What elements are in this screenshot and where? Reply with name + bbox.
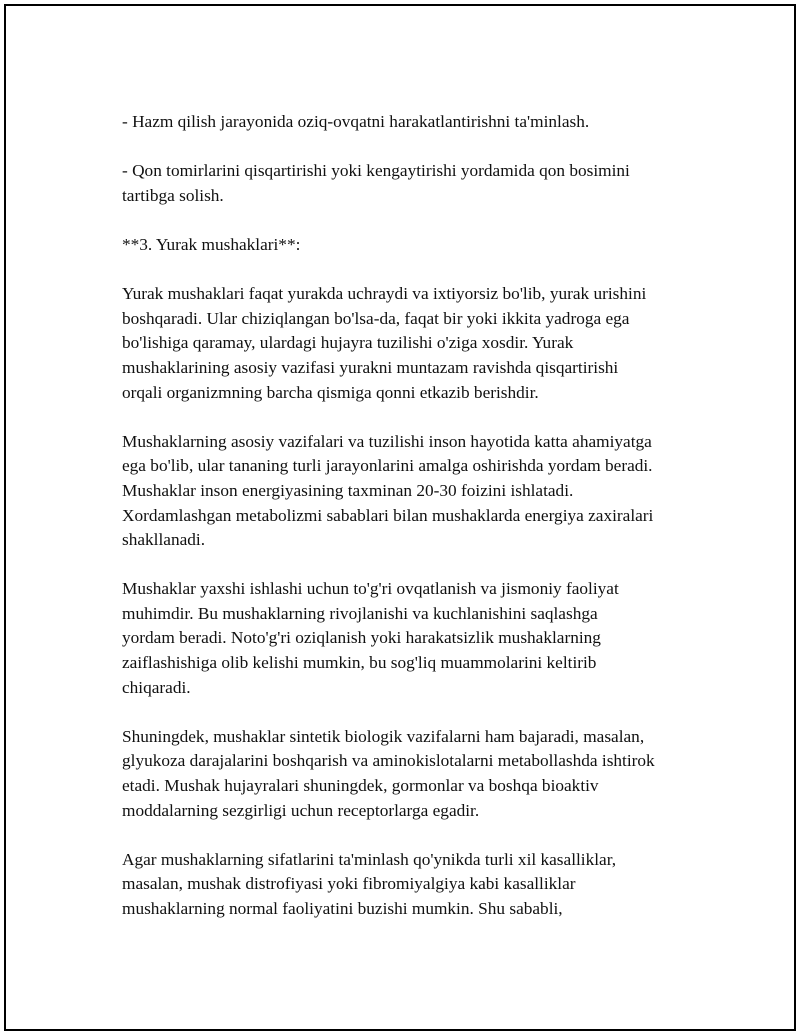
- text-line: Mushaklar inson energiyasining taxminan 20-30 foizini ishlatadi.: [122, 480, 574, 500]
- text-line: mushaklarining asosiy vazifasi yurakni muntazam ravishda qisqartirishi: [122, 357, 619, 377]
- text-line: boshqaradi. Ular chiziqlangan bo'lsa-da, faqat bir yoki ikkita yadroga ega: [122, 308, 630, 328]
- text-line: yordam beradi. Noto'g'ri oziqlanish yoki harakatsizlik mushaklarning: [122, 628, 601, 648]
- text-line: - Qon tomirlarini qisqartirishi yoki kengaytirishi yordamida qon bosimini: [122, 161, 630, 181]
- text-line: Mushaklarning asosiy vazifalari va tuzilishi inson hayotida katta ahamiyatga: [122, 431, 652, 451]
- text-line: orqali organizmning barcha qismiga qonni etkazib berishdir.: [122, 382, 539, 402]
- document-page: [4, 4, 796, 1031]
- text-line: - Hazm qilish jarayonida oziq-ovqatni harakatlantirishni ta'minlash.: [122, 112, 590, 131]
- heading-text: **3. Yurak mushaklari**:: [122, 234, 301, 254]
- text-line: glyukoza darajalarini boshqarish va aminokislotalarni metabollashda ishtirok: [122, 751, 655, 771]
- muscle-functions-paragraph: [122, 430, 722, 553]
- bullet-blood-vessels-paragraph: [122, 159, 722, 208]
- text-line: mushaklarning normal faoliyatini buzishi mumkin. Shu sababli,: [122, 899, 563, 918]
- text-line: muhimdir. Bu mushaklarning rivojlanishi va kuchlanishini saqlashga: [122, 603, 598, 623]
- text-line: tartibga solish.: [122, 185, 224, 205]
- biological-functions-paragraph: [122, 725, 722, 823]
- text-line: Shuningdek, mushaklar sintetik biologik vazifalarni ham bajaradi, masalan,: [122, 726, 645, 746]
- muscle-diseases-paragraph: [122, 848, 722, 922]
- bullet-digestion-paragraph: [122, 110, 722, 135]
- text-line: chiqaradi.: [122, 677, 191, 697]
- text-line: shakllanadi.: [122, 530, 206, 550]
- text-line: Yurak mushaklari faqat yurakda uchraydi va ixtiyorsiz bo'lib, yurak urishini: [122, 284, 647, 304]
- text-line: masalan, mushak distrofiyasi yoki fibromiyalgiya kabi kasalliklar: [122, 874, 576, 894]
- heart-muscles-paragraph: [122, 282, 722, 405]
- text-line: Mushaklar yaxshi ishlashi uchun to'g'ri ovqatlanish va jismoniy faoliyat: [122, 579, 619, 599]
- nutrition-paragraph: [122, 577, 722, 700]
- text-line: etadi. Mushak hujayralari shuningdek, gormonlar va boshqa bioaktiv: [122, 776, 599, 796]
- document-body: [122, 110, 722, 946]
- section-heading: [122, 233, 722, 258]
- text-line: Agar mushaklarning sifatlarini ta'minlash qo'ynikda turli xil kasalliklar,: [122, 849, 617, 869]
- text-line: bo'lishiga qaramay, ulardagi hujayra tuzilishi o'ziga xosdir. Yurak: [122, 333, 574, 353]
- text-line: zaiflashishiga olib kelishi mumkin, bu sog'liq muammolarini keltirib: [122, 653, 597, 673]
- text-line: Xordamlashgan metabolizmi sabablari bilan mushaklarda energiya zaxiralari: [122, 505, 654, 525]
- text-line: moddalarning sezgirligi uchun receptorlarga egadir.: [122, 800, 480, 820]
- text-line: ega bo'lib, ular tananing turli jarayonlarini amalga oshirishda yordam beradi.: [122, 456, 653, 476]
